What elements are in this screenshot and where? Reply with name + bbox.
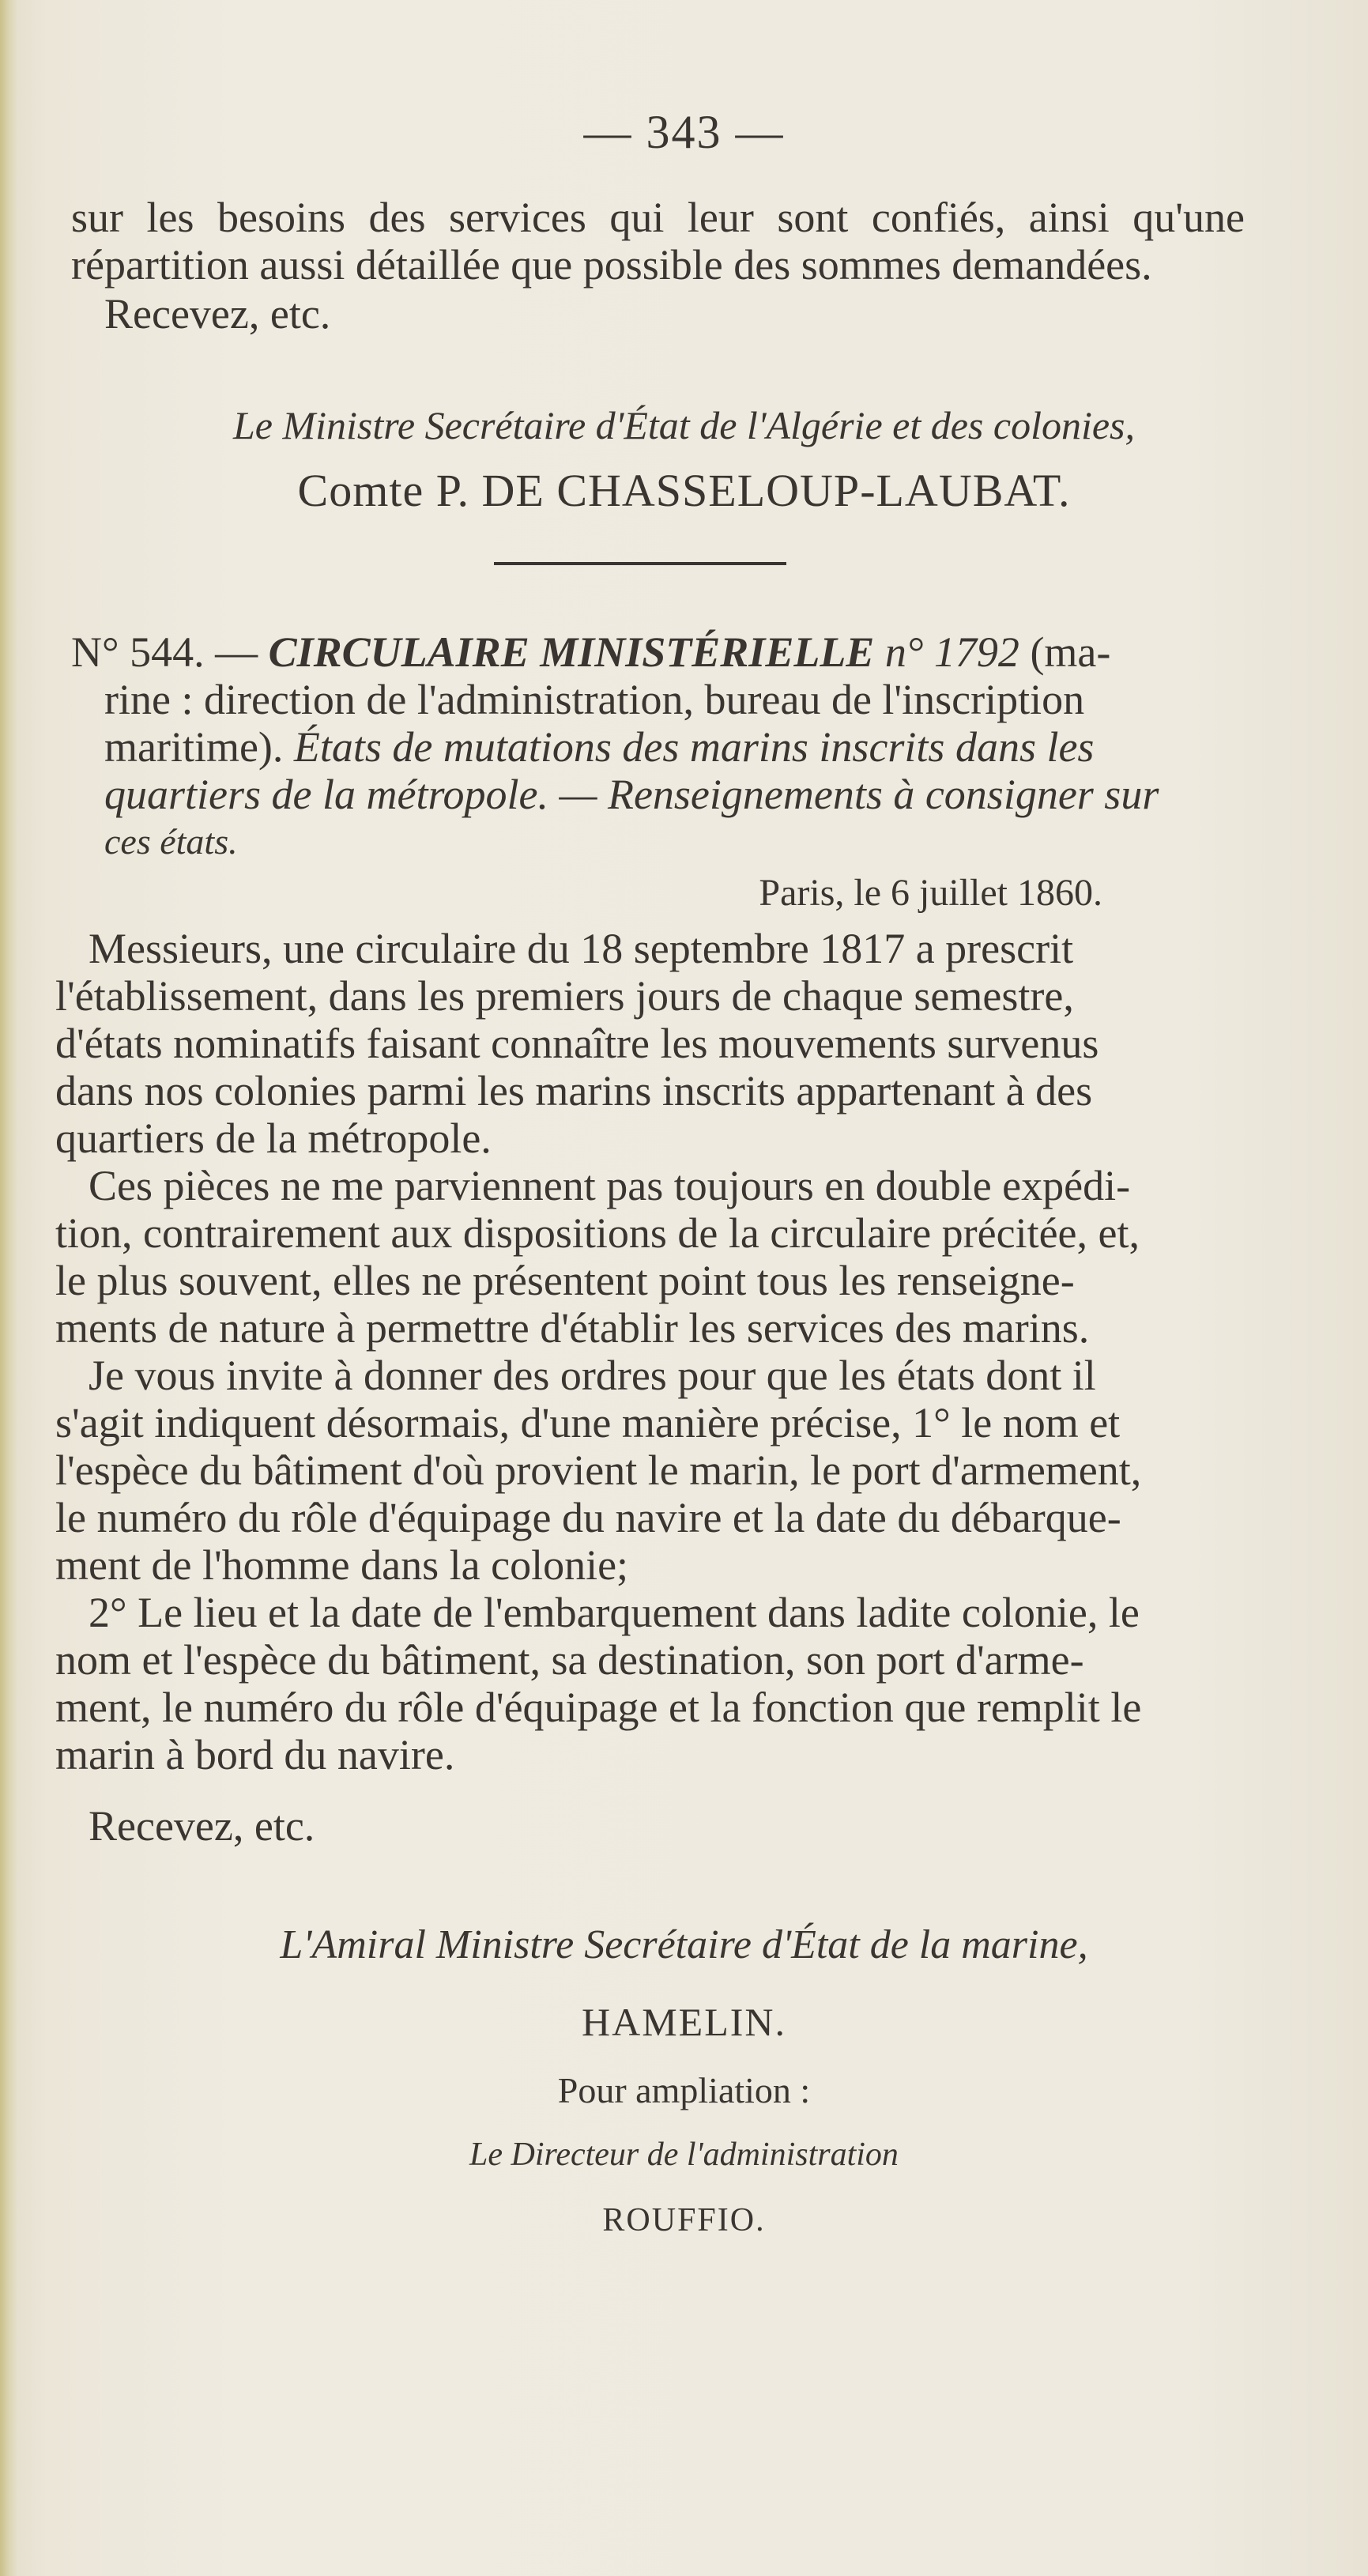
circular-subject-3: ces états.: [104, 821, 238, 862]
ampliation-label: Pour ampliation :: [557, 2070, 811, 2110]
body-line-14: ment de l'homme dans la colonie;: [55, 1541, 629, 1589]
body-line-8: le plus souvent, elles ne présentent point tous les renseigne-: [55, 1257, 1075, 1304]
body-line-15: 2° Le lieu et la date de l'embarquement dans ladite colonie, le: [89, 1589, 1140, 1636]
intro-line-1: sur les besoins des services qui leur sont confiés, ainsi qu'une: [71, 194, 1245, 241]
signature-1-title: Le Ministre Secrétaire d'État de l'Algérie et des colonies,: [232, 403, 1135, 447]
director-name: ROUFFIO.: [602, 2202, 766, 2238]
body-line-5: quartiers de la métropole.: [55, 1115, 492, 1162]
intro-line-2: répartition aussi détaillée que possible des sommes demandées.: [71, 241, 1152, 289]
body-line-18: marin à bord du navire.: [55, 1731, 455, 1778]
circular-heading-line-1: [71, 628, 1245, 676]
intro-paragraph: [71, 194, 1245, 338]
circular-lead-2: rine : direction de l'administration, bureau de l'inscription: [104, 676, 1085, 723]
body-line-9: ments de nature à permettre d'établir les services des marins.: [55, 1304, 1090, 1352]
circular-subject-2: quartiers de la métropole. — Renseignements à consigner sur: [104, 771, 1159, 818]
body-line-3: d'états nominatifs faisant connaître les mouvements survenus: [55, 1020, 1099, 1067]
circular-lead-1: (ma-: [1030, 628, 1111, 676]
circular-number: N° 544.: [71, 628, 205, 676]
body-line-16: nom et l'espèce du bâtiment, sa destination, son port d'arme-: [55, 1636, 1084, 1684]
page-number: — 343 —: [583, 106, 785, 158]
director-title: Le Directeur de l'administration: [469, 2137, 899, 2173]
circular-body: [55, 925, 1245, 1850]
body-line-7: tion, contrairement aux dispositions de la circulaire précitée, et,: [55, 1209, 1140, 1257]
section-divider: [494, 562, 786, 565]
body-line-11: s'agit indiquent désormais, d'une manière précise, 1° le nom et: [55, 1399, 1121, 1446]
body-line-13: le numéro du rôle d'équipage du navire et la date du débarque-: [55, 1494, 1121, 1541]
circular-title: CIRCULAIRE MINISTÉRIELLE: [268, 628, 875, 676]
circular-subject-1: États de mutations des marins inscrits dans les: [293, 723, 1095, 771]
body-line-12: l'espèce du bâtiment d'où provient le marin, le port d'armement,: [55, 1446, 1142, 1494]
closing-1: Recevez, etc.: [104, 290, 331, 338]
signature-1-name: Comte P. DE CHASSELOUP-LAUBAT.: [297, 465, 1071, 516]
closing-2: Recevez, etc.: [89, 1802, 315, 1850]
circular-ref-no: n° 1792: [884, 628, 1019, 676]
circular-date: Paris, le 6 juillet 1860.: [759, 872, 1102, 914]
circular-heading: [71, 628, 1245, 866]
body-line-17: ment, le numéro du rôle d'équipage et la fonction que remplit le: [55, 1684, 1142, 1731]
circular-dash: —: [215, 628, 258, 676]
signature-2-name: HAMELIN.: [581, 2000, 787, 2044]
body-line-1: Messieurs, une circulaire du 18 septembre 1817 a prescrit: [89, 925, 1074, 972]
circular-lead-3: maritime).: [104, 723, 284, 771]
signature-2-title: L'Amiral Ministre Secrétaire d'État de la marine,: [280, 1922, 1088, 1967]
circular-lead-3-wrap: [71, 723, 1245, 771]
body-line-6: Ces pièces ne me parviennent pas toujours en double expédi-: [89, 1162, 1131, 1209]
body-line-4: dans nos colonies parmi les marins inscrits appartenant à des: [55, 1067, 1093, 1115]
body-line-10: Je vous invite à donner des ordres pour que les états dont il: [89, 1352, 1096, 1399]
body-line-2: l'établissement, dans les premiers jours de chaque semestre,: [55, 972, 1074, 1020]
page-edge: [0, 0, 17, 2576]
